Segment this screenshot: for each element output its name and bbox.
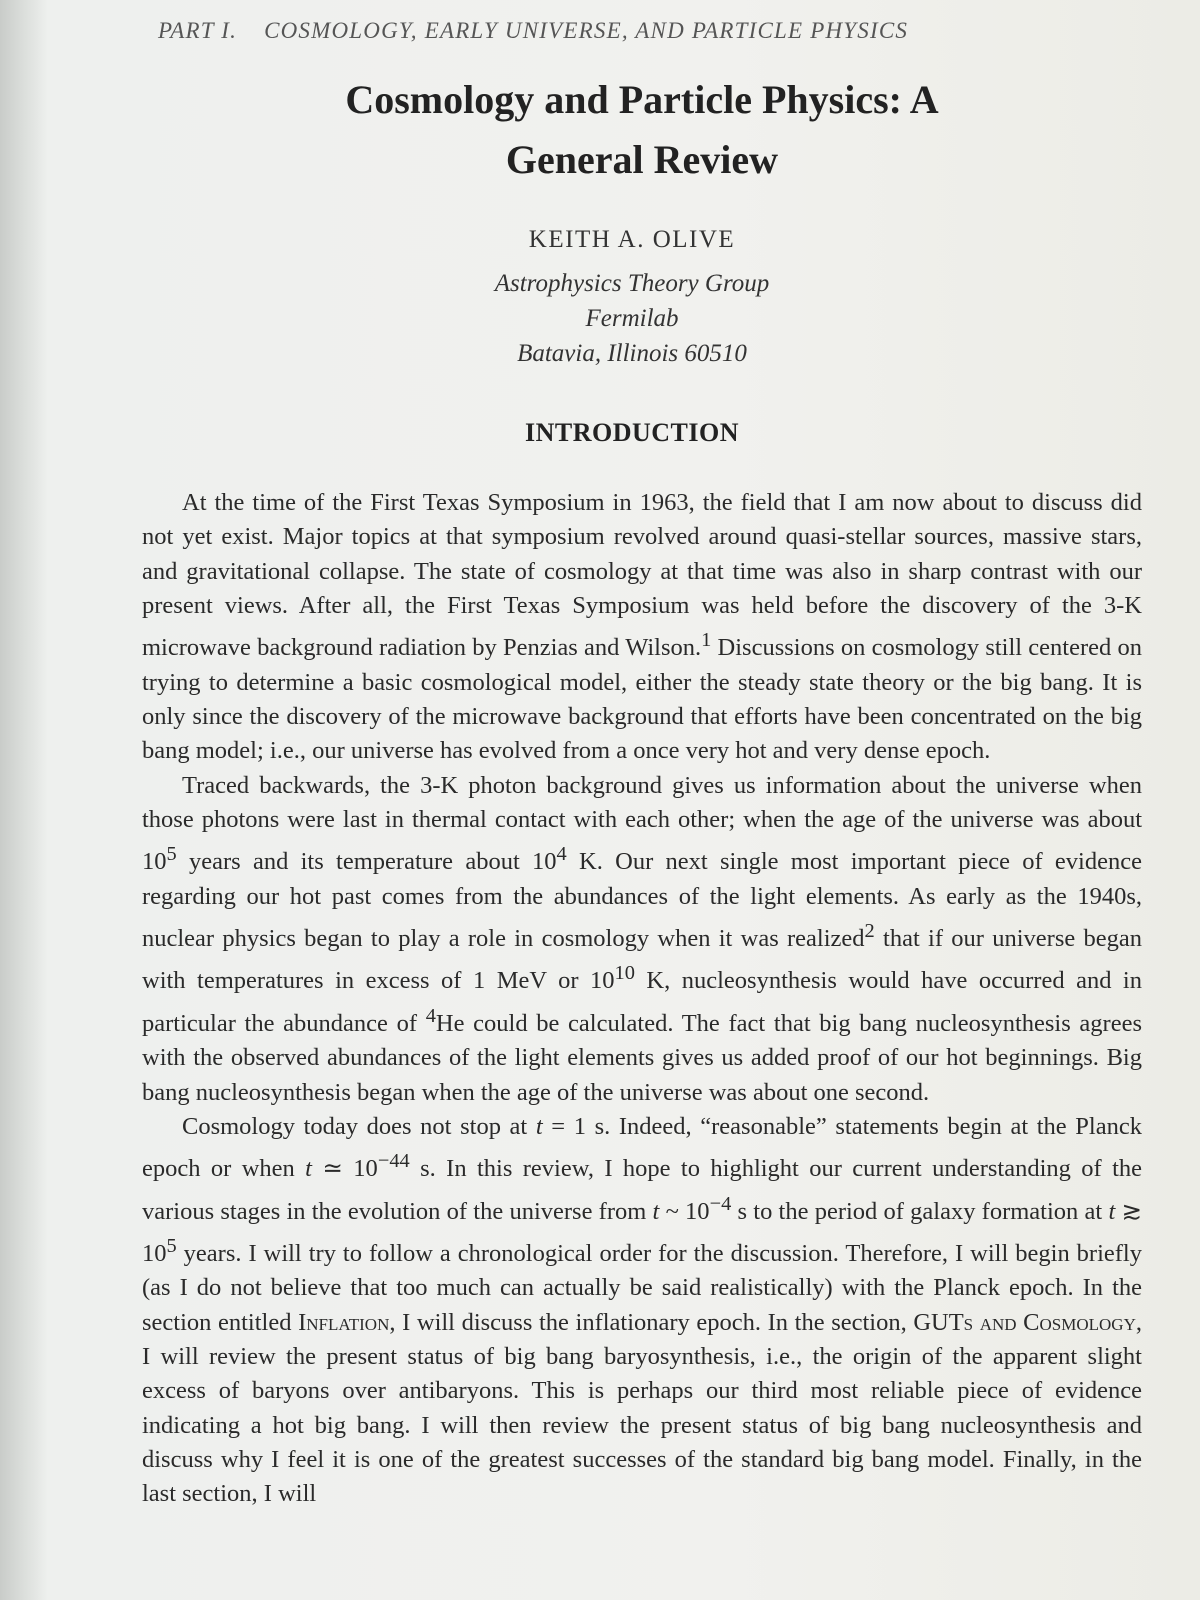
book-gutter-shadow xyxy=(0,0,48,1600)
superscript: −4 xyxy=(709,1192,732,1215)
book-page xyxy=(132,0,1172,1600)
text-run: years and its temperature about 10 xyxy=(176,848,557,876)
text-run: Traced backwards, the 3-K photon background gives us information about the universe when those photons were last in thermal contact with each other; when the age of the universe was about 10 xyxy=(142,771,1142,876)
section-ref-inflation: Inflation, xyxy=(298,1308,396,1336)
superscript: 4 xyxy=(425,1004,436,1027)
math-var: t xyxy=(652,1197,660,1225)
math-var: t xyxy=(305,1155,312,1183)
text-run: I will discuss the inflationary epoch. In the section, xyxy=(395,1308,914,1336)
math-var: t xyxy=(535,1112,543,1140)
article-title-line-1: Cosmology and Particle Physics: A xyxy=(345,77,939,122)
text-run: = 1 s. Indeed, “reasonable” statements begin at the Planck epoch or when xyxy=(142,1112,1142,1183)
text-run: s to the period of galaxy formation at xyxy=(731,1197,1109,1225)
footnote-ref: 2 xyxy=(864,919,875,942)
text-run: years. I will try to follow a chronological order for the discussion. Therefore, I will begin briefly (as I do not believe that too much can actually be said realistically) with the Planck epoch. In the section entitled xyxy=(142,1240,1142,1336)
section-ref-guts: GUTs and Cosmology, xyxy=(913,1308,1142,1336)
text-run: At the time of the First Texas Symposium in 1963, the field that I am now about to discuss did not yet exist. Major topics at that symposium revolved around quasi-stellar sources, massive stars, and gravitational collapse. The state of cosmology at that time was also in sharp contrast with our present views. After all, the First Texas Symposium was held before the discovery of the 3-K microwave background radiation by Penzias and Wilson. xyxy=(142,489,1142,662)
text-run: ≳ 10 xyxy=(142,1197,1143,1268)
text-run: s. In this review, I hope to highlight our current understanding of the various stages in the evolution of the universe from xyxy=(142,1155,1143,1225)
text-run: He could be calculated. The fact that big bang nucleosynthesis agrees with the observed abundances of the light elements gives us added proof of our hot beginnings. Big bang nucleosynthesis began when the age of the universe was about one second. xyxy=(142,1009,1142,1106)
text-run: I will review the present status of big bang baryosynthesis, i.e., the origin of the apparent slight excess of baryons over antibaryons. This is perhaps our third most reliable piece of evidence indicating a hot big bang. I will then review the present status of big bang nucleosynthesis and discuss why I feel it is one of the greatest successes of the standard big bang model. Finally, in the last section, I will xyxy=(142,1343,1142,1508)
author-affiliation xyxy=(132,266,1132,371)
affiliation-institution: Fermilab xyxy=(585,305,679,332)
article-title-line-2: General Review xyxy=(505,137,779,182)
section-heading: INTRODUCTION xyxy=(524,418,740,447)
text-run: Cosmology today does not stop at xyxy=(182,1112,536,1140)
text-run: that if our universe began with temperatures in excess of 1 MeV or 10 xyxy=(142,925,1143,995)
superscript: 4 xyxy=(556,843,567,866)
text-run: ≃ 10 xyxy=(311,1155,378,1183)
running-head-part: PART I. xyxy=(158,18,238,43)
author-name: KEITH A. OLIVE xyxy=(528,226,736,253)
text-run: K. Our next single most important piece of evidence regarding our hot past comes from the abundances of the light elements. As early as the 1940s, nuclear physics began to play a role in cosmology when it was realized xyxy=(142,848,1142,953)
paragraph-2 xyxy=(142,769,1142,1110)
running-head xyxy=(158,18,1118,44)
affiliation-location: Batavia, Illinois 60510 xyxy=(517,340,747,367)
superscript: 5 xyxy=(166,1235,177,1258)
article-title xyxy=(192,70,1092,190)
body-text xyxy=(142,486,1142,1512)
superscript: −44 xyxy=(377,1150,410,1173)
text-run: K, nucleosynthesis would have occurred and in particular the abundance of xyxy=(142,967,1142,1037)
math-var: t xyxy=(1108,1197,1116,1225)
footnote-ref: 1 xyxy=(701,629,712,652)
superscript: 5 xyxy=(166,843,177,866)
text-run: ~ 10 xyxy=(659,1197,710,1225)
superscript: 10 xyxy=(614,962,635,985)
paragraph-3 xyxy=(142,1110,1142,1512)
affiliation-group: Astrophysics Theory Group xyxy=(494,270,770,297)
text-run: Discussions on cosmology still centered on trying to determine a basic cosmological model, either the steady state theory or the big bang. It is only since the discovery of the microwave background that efforts have been concentrated on the big bang model; i.e., our universe has evolved from a once very hot and very dense epoch. xyxy=(142,634,1142,765)
running-head-title: COSMOLOGY, EARLY UNIVERSE, AND PARTICLE PHYSICS xyxy=(264,18,909,43)
paragraph-1 xyxy=(142,486,1142,769)
